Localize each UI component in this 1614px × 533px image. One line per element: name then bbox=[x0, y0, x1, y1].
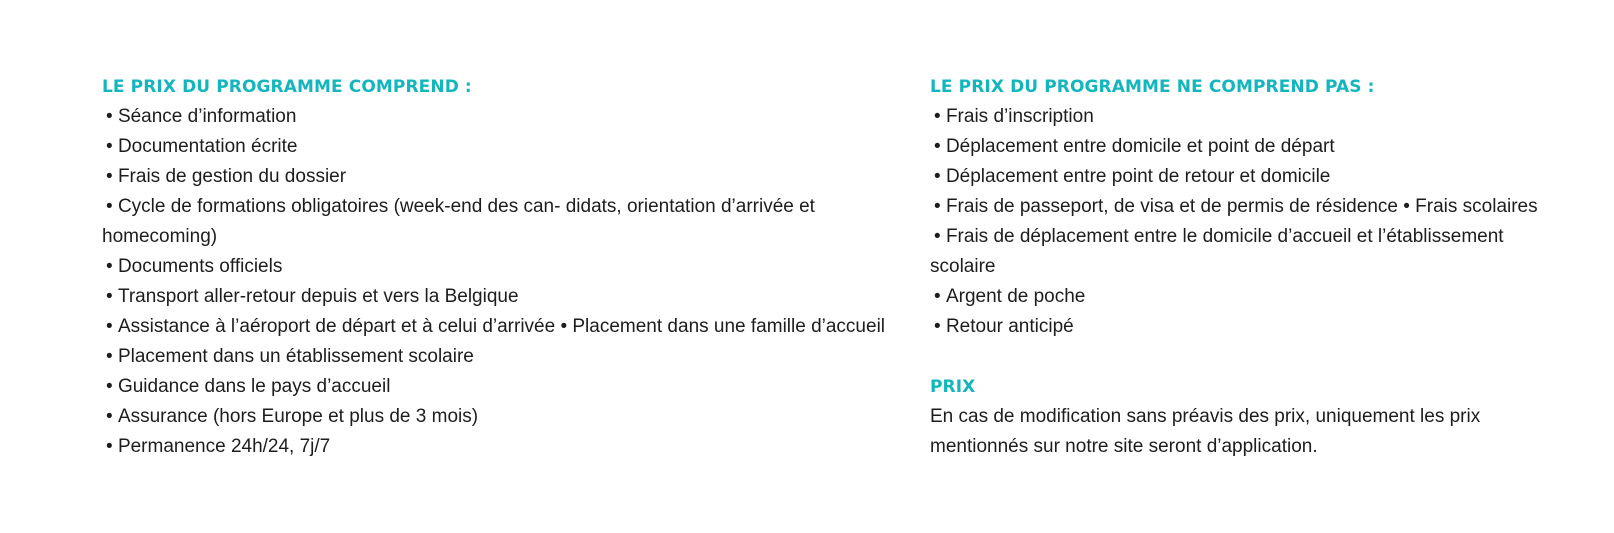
list-item-continuation: homecoming) bbox=[102, 226, 218, 247]
list-item: • Déplacement entre point de retour et domicile bbox=[930, 162, 1580, 192]
list-item: • Documents officiels bbox=[102, 252, 932, 282]
included-section bbox=[102, 72, 932, 462]
list-item: • Cycle de formations obligatoires (week-end des can- didats, orientation d’arrivée et bbox=[102, 192, 932, 222]
list-item: • Frais d’inscription bbox=[930, 102, 1580, 132]
list-item: • Argent de poche bbox=[930, 282, 1580, 312]
prix-text-line: mentionnés sur notre site seront d’application. bbox=[930, 436, 1318, 457]
section-spacer bbox=[930, 342, 1580, 372]
list-item: • Transport aller-retour depuis et vers la Belgique bbox=[102, 282, 932, 312]
included-heading: LE PRIX DU PROGRAMME COMPREND : bbox=[102, 77, 472, 97]
list-item: • Déplacement entre domicile et point de départ bbox=[930, 132, 1580, 162]
prix-text-line: En cas de modification sans préavis des prix, uniquement les prix bbox=[930, 406, 1481, 427]
list-item: • Frais de déplacement entre le domicile d’accueil et l’établissement bbox=[930, 222, 1580, 252]
included-list bbox=[102, 102, 932, 462]
list-item: • Frais de gestion du dossier bbox=[102, 162, 932, 192]
list-item: • Permanence 24h/24, 7j/7 bbox=[102, 432, 932, 462]
list-item: • Placement dans un établissement scolaire bbox=[102, 342, 932, 372]
prix-heading: PRIX bbox=[930, 377, 976, 397]
list-item: • Assistance à l’aéroport de départ et à celui d’arrivée • Placement dans une famille d’accueil bbox=[102, 312, 932, 342]
list-item: • Guidance dans le pays d’accueil bbox=[102, 372, 932, 402]
excluded-section bbox=[930, 72, 1580, 462]
list-item: • Documentation écrite bbox=[102, 132, 932, 162]
list-item-continuation: scolaire bbox=[930, 256, 996, 277]
excluded-list bbox=[930, 102, 1580, 342]
list-item: • Retour anticipé bbox=[930, 312, 1580, 342]
list-item: • Assurance (hors Europe et plus de 3 mois) bbox=[102, 402, 932, 432]
excluded-heading: LE PRIX DU PROGRAMME NE COMPREND PAS : bbox=[930, 77, 1375, 97]
list-item: • Séance d’information bbox=[102, 102, 932, 132]
list-item: • Frais de passeport, de visa et de permis de résidence • Frais scolaires bbox=[930, 192, 1580, 222]
